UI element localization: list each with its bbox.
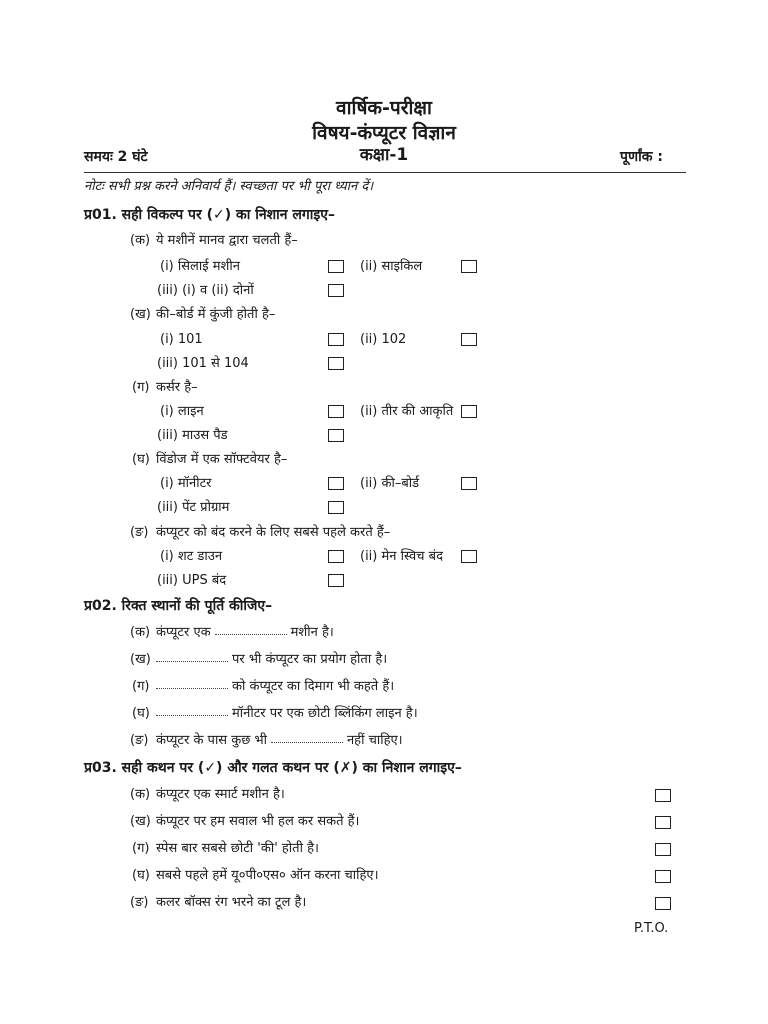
q1e-option-1: (i) शट डाउन (160, 549, 223, 564)
q1d-option-3: (iii) पेंट प्रोग्राम (157, 500, 230, 515)
q1d-option-2: (ii) की–बोर्ड (360, 476, 420, 491)
q1d-option-2-checkbox[interactable] (461, 477, 477, 490)
q1a-question: ये मशीनें मानव द्वारा चलती हैं– (156, 233, 298, 248)
q1b-option-1: (i) 101 (160, 332, 203, 347)
q1d-option-1-checkbox[interactable] (328, 477, 344, 490)
q3a-checkbox[interactable] (655, 789, 671, 802)
q1e-option-3-checkbox[interactable] (328, 574, 344, 587)
q1b-option-2: (ii) 102 (360, 332, 407, 347)
instructions-note: नोटः सभी प्रश्न करने अनिवार्य हैं। स्वच्छता पर भी पूरा ध्यान दें। (84, 179, 374, 194)
pto-label: P.T.O. (634, 921, 669, 936)
q1c-option-1: (i) लाइन (160, 404, 204, 419)
q1a-option-3-checkbox[interactable] (328, 284, 344, 297)
q2a-after: मशीन है। (290, 625, 334, 640)
q3e-label: (ङ) (130, 895, 149, 910)
q2e-sentence (156, 734, 403, 747)
q3e-checkbox[interactable] (655, 897, 671, 910)
q3c-label: (ग) (132, 841, 150, 856)
q2c-label: (ग) (132, 679, 150, 694)
q3a-label: (क) (130, 787, 151, 802)
subject-title: विषय-कंप्यूटर विज्ञान (312, 122, 456, 144)
q1d-question: विंडोज में एक सॉफ्टवेयर है– (156, 452, 288, 467)
q3e-statement: कलर बॉक्स रंग भरने का टूल है। (156, 895, 307, 910)
q1b-option-2-checkbox[interactable] (461, 333, 477, 346)
q3c-statement: स्पेस बार सबसे छोटी 'की' होती है। (156, 841, 319, 856)
q3d-label: (घ) (132, 868, 150, 883)
q2d-label: (घ) (132, 706, 150, 721)
q1b-option-1-checkbox[interactable] (328, 333, 344, 346)
q2c-sentence (152, 680, 394, 693)
q1c-question: कर्सर है– (156, 380, 198, 395)
q1d-option-3-checkbox[interactable] (328, 501, 344, 514)
q3a-statement: कंप्यूटर एक स्मार्ट मशीन है। (156, 787, 285, 802)
q1d-option-1: (i) मॉनीटर (160, 476, 212, 491)
q1b-question: की–बोर्ड में कुंजी होती है– (156, 307, 276, 322)
q1c-option-2-checkbox[interactable] (461, 405, 477, 418)
q1c-option-3-checkbox[interactable] (328, 429, 344, 442)
q1b-label: (ख) (130, 307, 151, 322)
q1a-label: (क) (130, 233, 151, 248)
q1c-option-1-checkbox[interactable] (328, 405, 344, 418)
q1e-option-1-checkbox[interactable] (328, 550, 344, 563)
q2c-after: को कंप्यूटर का दिमाग भी कहते हैं। (232, 679, 395, 694)
q2e-before: कंप्यूटर के पास कुछ भी (156, 733, 267, 748)
q2b-blank[interactable] (156, 653, 228, 662)
q1a-option-2-checkbox[interactable] (461, 260, 477, 273)
q1e-option-2-checkbox[interactable] (461, 550, 477, 563)
q2c-blank[interactable] (156, 680, 228, 689)
q1-title: प्र01. सही विकल्प पर (✓) का निशान लगाइए– (84, 207, 336, 223)
max-marks-label: पूर्णांक : (620, 149, 663, 165)
q2a-blank[interactable] (215, 626, 287, 635)
q1c-option-2: (ii) तीर की आकृति (360, 404, 454, 419)
header-rule (84, 172, 686, 173)
q3b-statement: कंप्यूटर पर हम सवाल भी हल कर सकते हैं। (156, 814, 360, 829)
q3d-statement: सबसे पहले हमें यू०पी०एस० ऑन करना चाहिए। (156, 868, 379, 883)
q2d-after: मॉनीटर पर एक छोटी ब्लिंकिंग लाइन है। (232, 706, 418, 721)
q1a-option-2: (ii) साइकिल (360, 259, 423, 274)
q3-title: प्र03. सही कथन पर (✓) और गलत कथन पर (✗) का निशान लगाइए– (84, 760, 462, 776)
q2d-sentence (152, 707, 418, 720)
q1e-question: कंप्यूटर को बंद करने के लिए सबसे पहले करते हैं– (156, 525, 391, 540)
q3d-checkbox[interactable] (655, 870, 671, 883)
q1b-option-3: (iii) 101 से 104 (157, 356, 249, 371)
q2a-label: (क) (130, 625, 151, 640)
q2e-label: (ङ) (130, 733, 149, 748)
q1d-label: (घ) (132, 452, 150, 467)
q1a-option-1: (i) सिलाई मशीन (160, 259, 240, 274)
q3b-label: (ख) (130, 814, 151, 829)
q1a-option-3: (iii) (i) व (ii) दोनों (157, 283, 254, 298)
q1c-option-3: (iii) माउस पैड (157, 428, 228, 443)
q1e-option-3: (iii) UPS बंद (157, 573, 227, 588)
q3c-checkbox[interactable] (655, 843, 671, 856)
class-label: कक्षा-1 (359, 145, 409, 165)
q2b-after: पर भी कंप्यूटर का प्रयोग होता है। (232, 652, 388, 667)
q2e-after: नहीं चाहिए। (346, 733, 403, 748)
q2b-label: (ख) (130, 652, 151, 667)
q3b-checkbox[interactable] (655, 816, 671, 829)
q2a-sentence (156, 626, 334, 639)
q1b-option-3-checkbox[interactable] (328, 357, 344, 370)
exam-title: वार्षिक-परीक्षा (336, 97, 432, 119)
time-label: समयः 2 घंटे (84, 149, 148, 165)
q1e-option-2: (ii) मेन स्विच बंद (360, 549, 443, 564)
q2d-blank[interactable] (156, 707, 228, 716)
q2b-sentence (152, 653, 387, 666)
q1e-label: (ङ) (130, 525, 149, 540)
q1c-label: (ग) (132, 380, 150, 395)
q2a-before: कंप्यूटर एक (156, 625, 211, 640)
q1a-option-1-checkbox[interactable] (328, 260, 344, 273)
q2e-blank[interactable] (271, 734, 343, 743)
q2-title: प्र02. रिक्त स्थानों की पूर्ति कीजिए– (84, 598, 273, 614)
